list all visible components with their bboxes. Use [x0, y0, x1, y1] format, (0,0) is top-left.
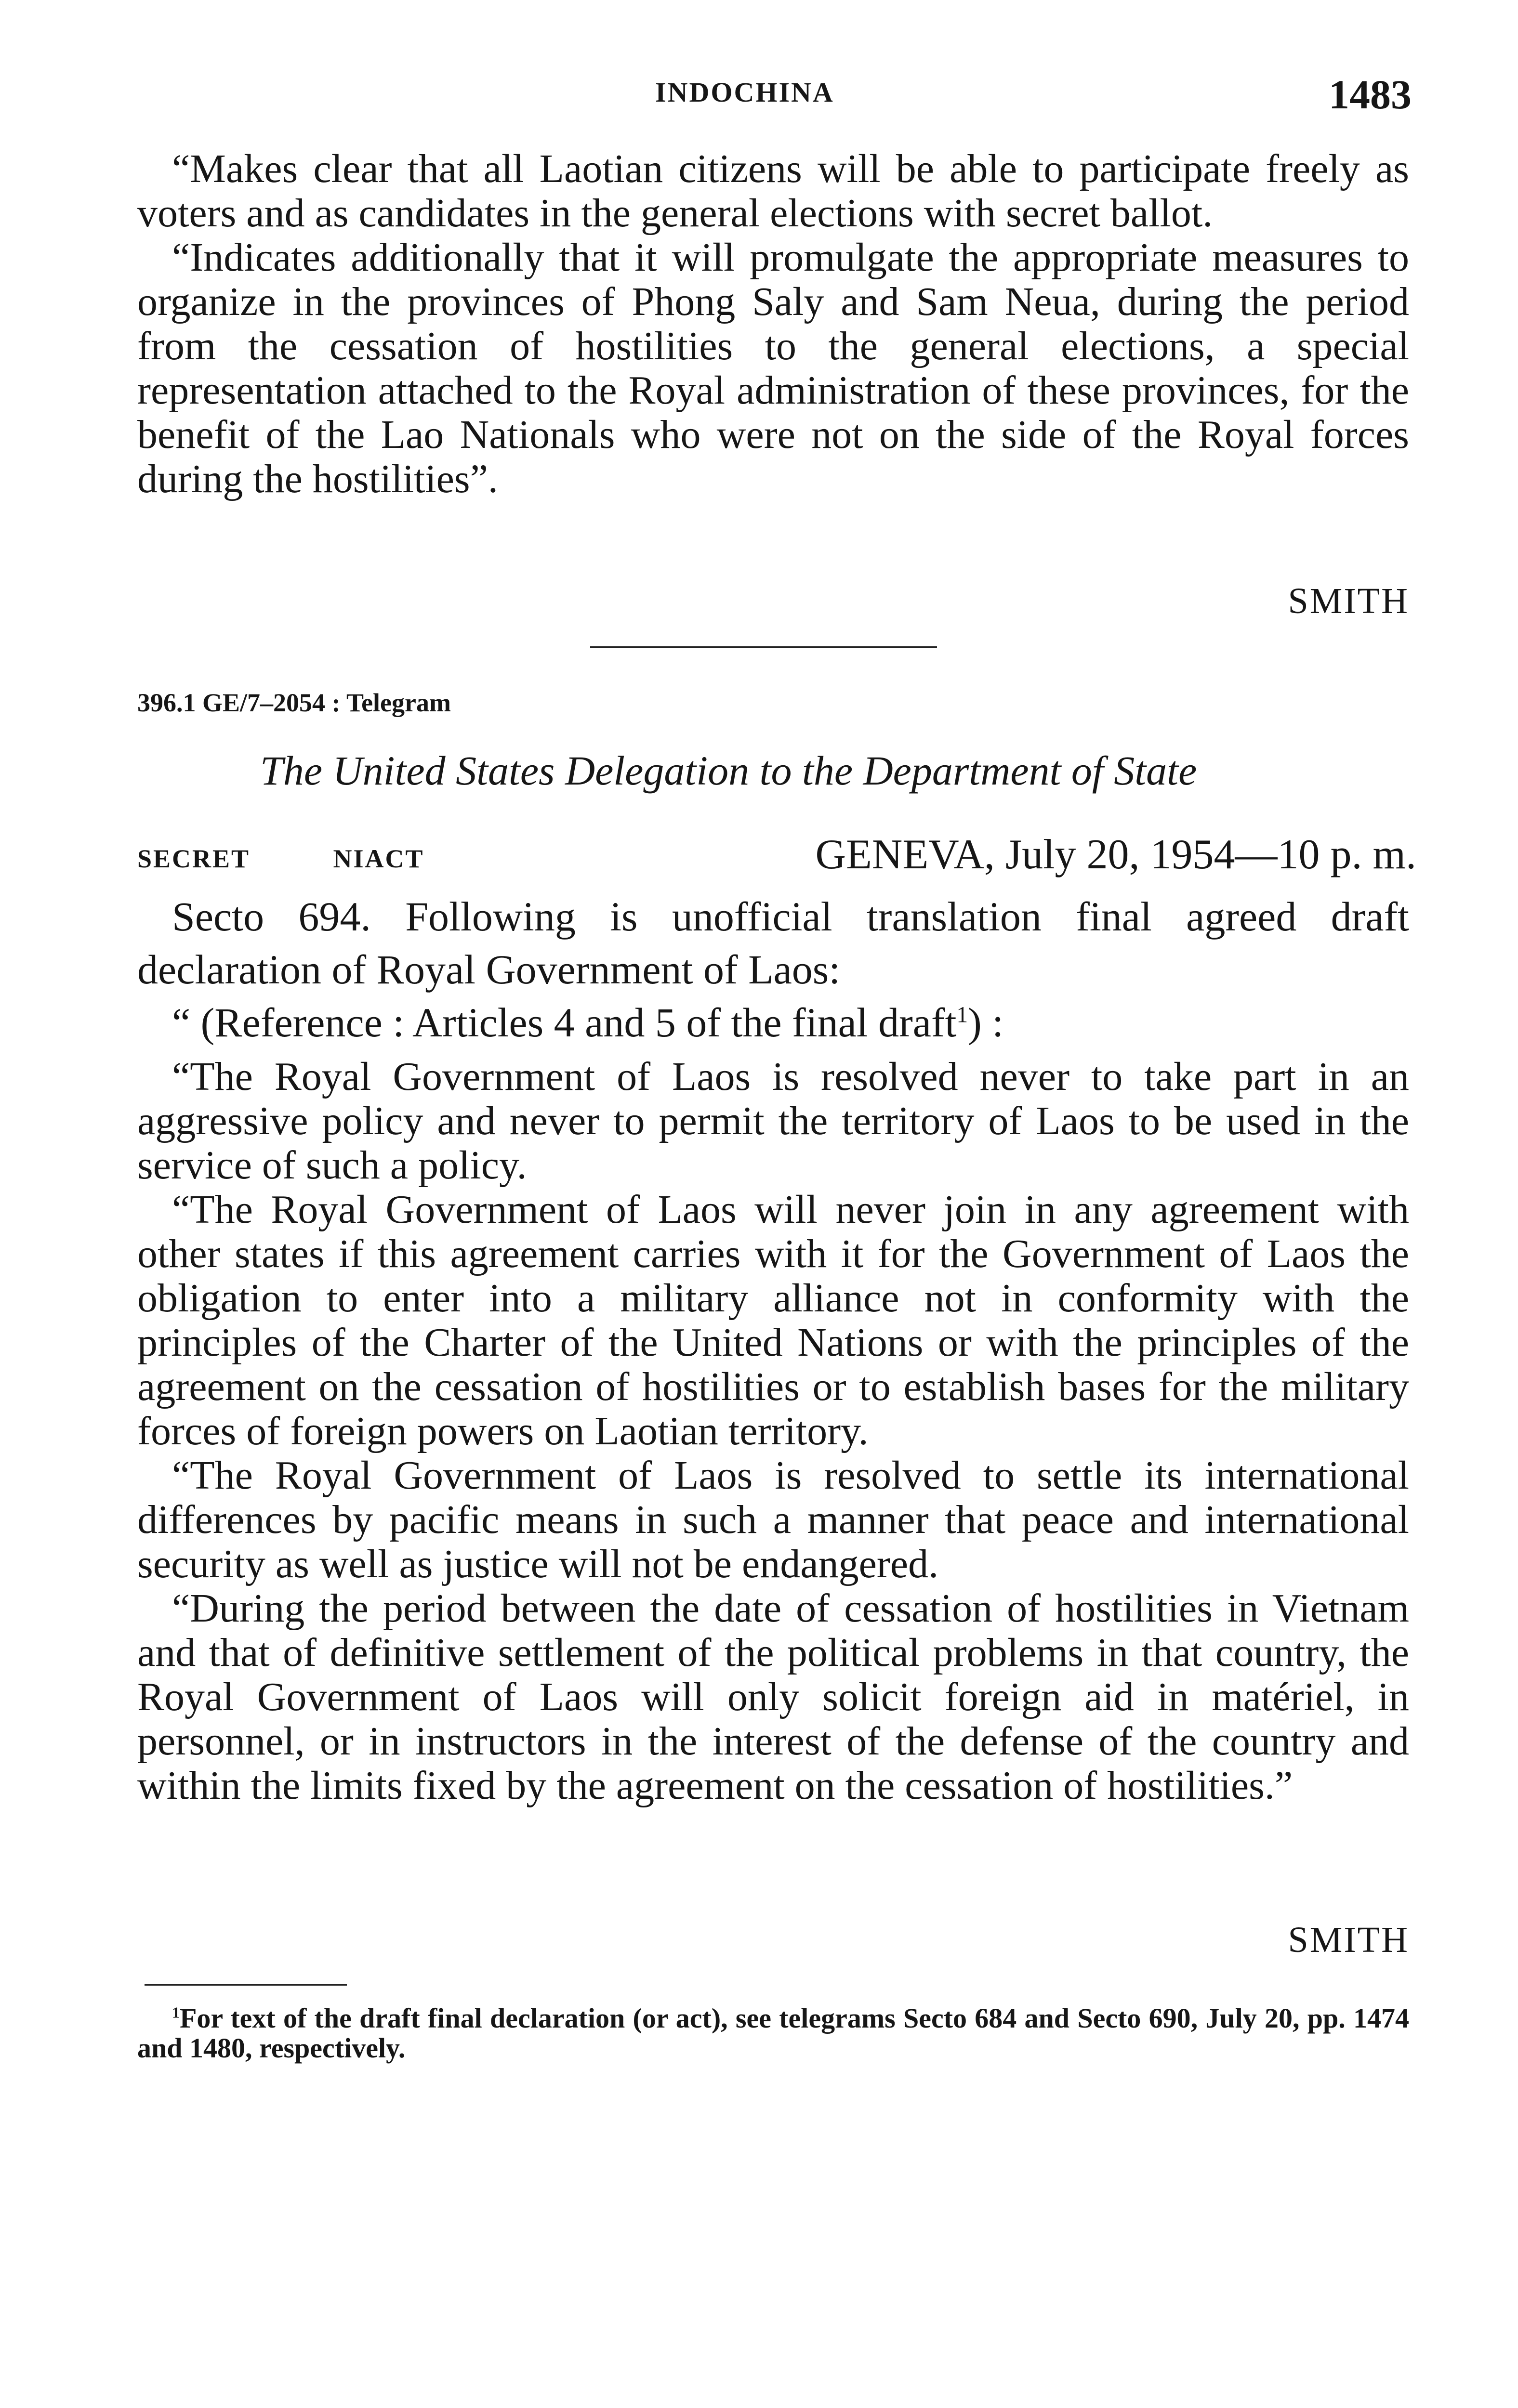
paragraph: “The Royal Government of Laos is resolved to settle its international differences by pacific means in such a manner that peace and international security as well as justice will not be endangered. — [137, 1453, 1409, 1586]
previous-document-text — [137, 147, 1409, 501]
footnote — [137, 2003, 1409, 2063]
declaration-text — [137, 1055, 1409, 1808]
paragraph: “Indicates additionally that it will promulgate the appropriate measures to organize in the provinces of Phong Saly and Sam Neua, during the period from the cessation of hostilities to the general elections, a special representation attached to the Royal administration of these provinces, for the benefit of the Lao Nationals who were not on the side of the Royal forces during the hostilities”. — [137, 235, 1409, 501]
section-divider — [590, 646, 937, 648]
classification: SECRET — [137, 844, 251, 873]
signature: SMITH — [1288, 1920, 1409, 1960]
running-title: INDOCHINA — [655, 77, 834, 108]
footnote-divider — [145, 1984, 347, 1986]
paragraph: “The Royal Government of Laos is resolved never to take part in an aggressive policy and never to permit the territory of Laos to be used in the service of such a policy. — [137, 1054, 1409, 1188]
classification-line — [137, 844, 571, 874]
footnote-marker: 1 — [172, 2004, 180, 2021]
page-number: 1483 — [1329, 71, 1412, 118]
signature: SMITH — [1288, 581, 1409, 621]
footnote-paragraph — [137, 2003, 1409, 2063]
reference-text: “ (Reference : Articles 4 and 5 of the final draft — [172, 999, 957, 1046]
reference-line — [137, 996, 1409, 1049]
paragraph: “The Royal Government of Laos will never join in any agreement with other states if this agreement carries with it for the Government of Laos the obligation to enter into a military alliance not in conformity with the principles of the Charter of the United Nations or with the principles of the agreement on the cessation of hostilities or to establish bases for the military forces of foreign powers on Laotian territory. — [137, 1187, 1409, 1453]
handling-marker: NIACT — [333, 844, 424, 873]
paragraph: “Makes clear that all Laotian citizens will be able to participate freely as voters and as candidates in the general elections with secret ballot. — [137, 146, 1409, 236]
place-date: GENEVA, July 20, 1954—10 p. m. — [815, 831, 1416, 878]
paragraph: “During the period between the date of cessation of hostilities in Vietnam and that of definitive settlement of the political problems in that country, the Royal Government of Laos will only solicit foreign aid in matériel, in personnel, or in instructors in the interest of the defense of the country and within the limits fixed by the agreement on the cessation of hostilities.” — [137, 1586, 1409, 1808]
footnote-marker: 1 — [956, 1002, 968, 1028]
file-reference: 396.1 GE/7–2054 : Telegram — [137, 688, 451, 717]
document-title: The United States Delegation to the Department of State — [260, 747, 1197, 794]
footnote-text: For text of the draft final declaration (or act), see telegrams Secto 684 and Secto 690, July 20, pp. 1474 and 1480, respectively. — [137, 2002, 1409, 2064]
intro-paragraph: Secto 694. Following is unofficial translation final agreed draft declaration of Royal Government of Laos: — [137, 893, 1409, 993]
reference-suffix: ) : — [968, 999, 1004, 1046]
telegram-intro — [137, 890, 1409, 1049]
